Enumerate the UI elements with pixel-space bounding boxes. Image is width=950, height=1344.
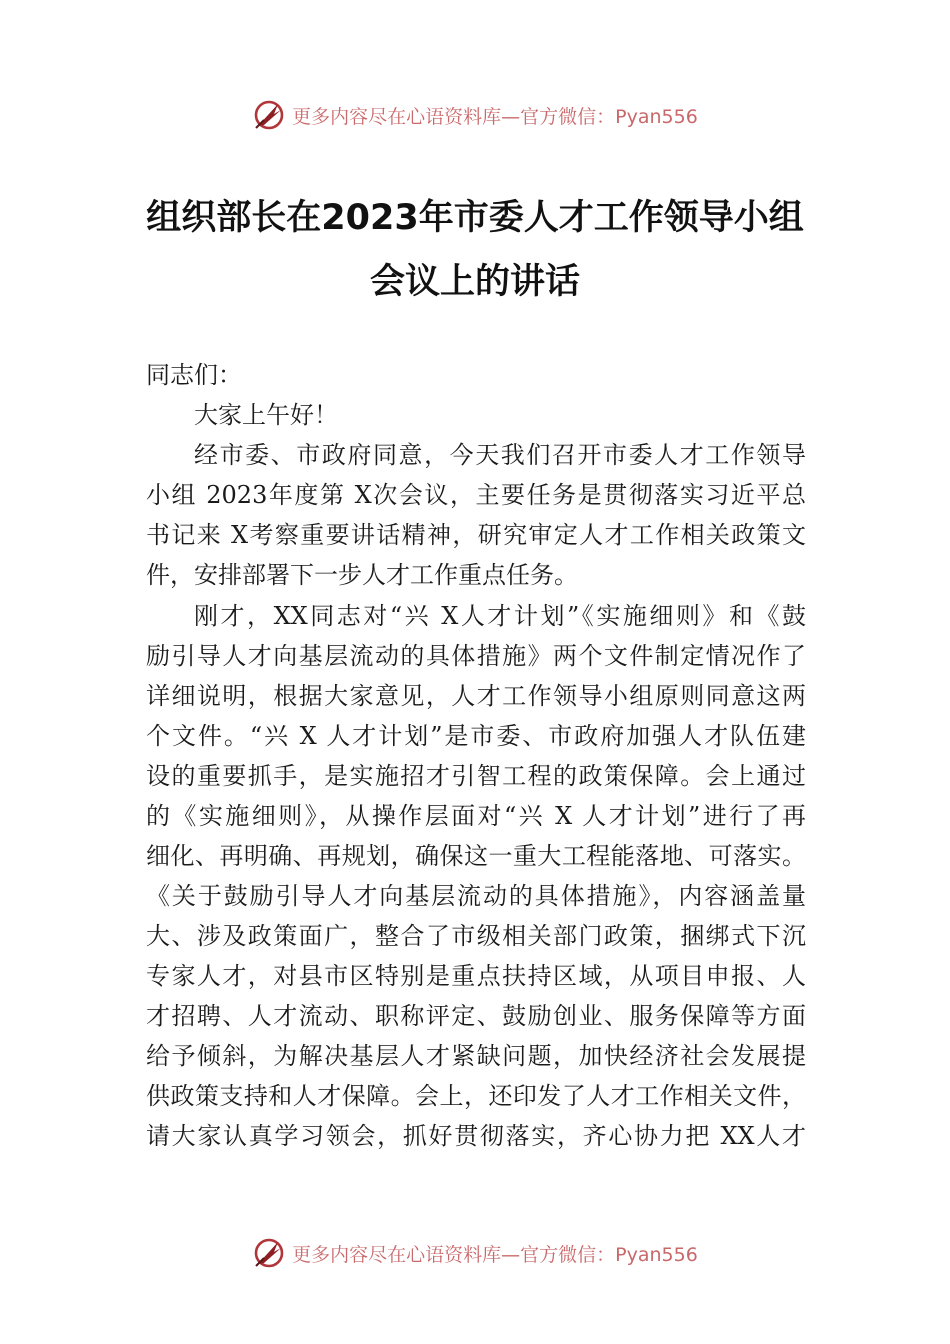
document-title-line-2: 会议上的讲话 <box>369 262 580 302</box>
paragraph-line: 请大家认真学习领会，抓好贯彻落实，齐心协力把 XX人才 <box>146 1122 806 1150</box>
watermark-text: 更多内容尽在心语资料库—官方微信：Pyan556 <box>292 105 698 128</box>
paragraph-line: 细化、再明确、再规划，确保这一重大工程能落地、可落实。 <box>146 842 806 870</box>
paragraph-line: 个文件。“兴 X 人才计划”是市委、市政府加强人才队伍建 <box>146 722 806 750</box>
paragraph-line: 详细说明，根据大家意见，人才工作领导小组原则同意这两 <box>146 682 806 710</box>
paragraph-line: 给予倾斜，为解决基层人才紧缺问题，加快经济社会发展提 <box>146 1042 806 1070</box>
paragraph-line: 设的重要抓手，是实施招才引智工程的政策保障。会上通过 <box>146 762 806 790</box>
paragraph-line: 大、涉及政策面广，整合了市级相关部门政策，捆绑式下沉 <box>146 922 806 950</box>
paragraph-line: 刚才，XX同志对“兴 X人才计划”《实施细则》和《鼓 <box>194 602 806 630</box>
paragraph-line: 供政策支持和人才保障。会上，还印发了人才工作相关文件， <box>146 1082 806 1110</box>
paragraph-line: 专家人才，对县市区特别是重点扶持区域，从项目申报、人 <box>146 962 806 990</box>
salutation: 同志们： <box>146 361 242 389</box>
watermark-text: 更多内容尽在心语资料库—官方微信：Pyan556 <box>292 1243 698 1266</box>
watermark-banner-bottom <box>0 1233 950 1273</box>
watermark-banner-top <box>0 95 950 135</box>
paragraph-line: 件，安排部署下一步人才工作重点任务。 <box>146 561 578 589</box>
quill-logo-icon <box>252 98 286 132</box>
paragraph-line: 书记来 X考察重要讲话精神，研究审定人才工作相关政策文 <box>146 521 806 549</box>
document-title-line-1: 组织部长在2023年市委人才工作领导小组 <box>146 198 804 238</box>
paragraph-line: 经市委、市政府同意，今天我们召开市委人才工作领导 <box>194 441 806 469</box>
paragraph-line: 小组 2023年度第 X次会议，主要任务是贯彻落实习近平总 <box>146 481 806 509</box>
greeting: 大家上午好！ <box>194 401 338 429</box>
paragraph-line: 的《实施细则》，从操作层面对“兴 X 人才计划”进行了再 <box>146 802 806 830</box>
paragraph-line: 励引导人才向基层流动的具体措施》两个文件制定情况作了 <box>146 642 806 670</box>
quill-logo-icon <box>252 1236 286 1270</box>
paragraph-line: 《关于鼓励引导人才向基层流动的具体措施》，内容涵盖量 <box>146 882 806 910</box>
paragraph-line: 才招聘、人才流动、职称评定、鼓励创业、服务保障等方面 <box>146 1002 806 1030</box>
